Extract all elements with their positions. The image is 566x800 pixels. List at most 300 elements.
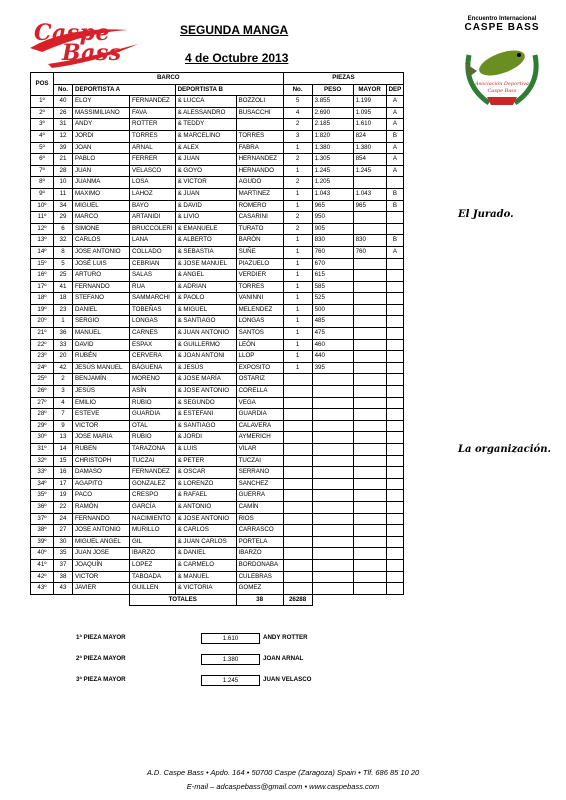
cell-athlete-a-first: PABLO xyxy=(73,154,130,166)
cell-athlete-b-last: SUÑE xyxy=(236,246,283,258)
cell-boat-no: 13 xyxy=(54,432,73,444)
cell-dep xyxy=(386,420,404,432)
cell-piezas-count: 1 xyxy=(283,235,312,247)
cell-boat-no: 38 xyxy=(54,571,73,583)
cell-mayor xyxy=(353,490,386,502)
cell-mayor xyxy=(353,293,386,305)
cell-athlete-a-first: CHRISTOPH xyxy=(73,455,130,467)
cell-peso: 830 xyxy=(312,235,353,247)
cell-dep xyxy=(386,258,404,270)
cell-athlete-a-last: LONGAS xyxy=(130,316,176,328)
table-row xyxy=(31,432,404,444)
cell-piezas-count: 1 xyxy=(283,165,312,177)
cell-athlete-b-first: & JOSE MANUEL xyxy=(175,258,236,270)
cell-dep: A xyxy=(386,96,404,108)
cell-athlete-b-first: & SANTIAGO xyxy=(175,316,236,328)
cell-athlete-b-last: SANCHEZ xyxy=(236,478,283,490)
cell-athlete-a-last: TOBEÑAS xyxy=(130,304,176,316)
cell-boat-no: 4 xyxy=(54,397,73,409)
cell-pos: 26º xyxy=(31,386,54,398)
cell-piezas-count xyxy=(283,583,312,595)
cell-boat-no: 3 xyxy=(54,386,73,398)
table-row xyxy=(31,397,404,409)
table-row xyxy=(31,281,404,293)
cell-mayor: 1.095 xyxy=(353,107,386,119)
cell-athlete-b-last: VERDIER xyxy=(236,270,283,282)
cell-mayor xyxy=(353,420,386,432)
cell-athlete-b-first: & LUIS xyxy=(175,444,236,456)
cell-mayor xyxy=(353,513,386,525)
col-piezas-no: No. xyxy=(283,84,312,96)
cell-mayor xyxy=(353,536,386,548)
cell-pos: 9º xyxy=(31,188,54,200)
cell-boat-no: 10 xyxy=(54,177,73,189)
cell-athlete-a-last: BAYO xyxy=(130,200,176,212)
cell-boat-no: 43 xyxy=(54,583,73,595)
col-dep: DEP xyxy=(386,84,404,96)
cell-pos: 34º xyxy=(31,478,54,490)
col-deportista-a: DEPORTISTA A xyxy=(73,84,176,96)
cell-piezas-count xyxy=(283,525,312,537)
cell-athlete-a-last: LANA xyxy=(130,235,176,247)
cell-pos: 20º xyxy=(31,316,54,328)
cell-dep xyxy=(386,548,404,560)
cell-peso xyxy=(312,536,353,548)
cell-athlete-b-last: TURATO xyxy=(236,223,283,235)
col-mayor: MAYOR xyxy=(353,84,386,96)
cell-athlete-b-first: & CARLOS xyxy=(175,525,236,537)
cell-athlete-b-first: & RAFAEL xyxy=(175,490,236,502)
cell-peso xyxy=(312,386,353,398)
cell-athlete-b-last: LLOP xyxy=(236,351,283,363)
cell-piezas-count: 2 xyxy=(283,177,312,189)
cell-pos: 1º xyxy=(31,96,54,108)
cell-piezas-count xyxy=(283,513,312,525)
cell-athlete-b-first: & ALEX xyxy=(175,142,236,154)
cell-peso: 1.305 xyxy=(312,154,353,166)
cell-mayor xyxy=(353,571,386,583)
cell-athlete-a-last: FERNANDEZ xyxy=(130,96,176,108)
cell-peso xyxy=(312,548,353,560)
cell-boat-no: 1 xyxy=(54,316,73,328)
totals-row xyxy=(31,594,404,606)
cell-mayor xyxy=(353,177,386,189)
cell-piezas-count xyxy=(283,444,312,456)
cell-athlete-a-last: SAMMARCHI xyxy=(130,293,176,305)
cell-peso: 905 xyxy=(312,223,353,235)
cell-athlete-b-first: & DANIEL xyxy=(175,548,236,560)
cell-athlete-a-last: BÁGUENA xyxy=(130,362,176,374)
cell-athlete-b-first: & ANGEL xyxy=(175,270,236,282)
cell-pos: 18º xyxy=(31,293,54,305)
table-row xyxy=(31,559,404,571)
cell-athlete-b-first: & ADRIAN xyxy=(175,281,236,293)
cell-boat-no: 32 xyxy=(54,235,73,247)
cell-athlete-a-first: MARCO xyxy=(73,212,130,224)
cell-pos: 43º xyxy=(31,583,54,595)
cell-athlete-a-last: IBARZO xyxy=(130,548,176,560)
cell-dep xyxy=(386,513,404,525)
cell-mayor: 965 xyxy=(353,200,386,212)
cell-dep xyxy=(386,444,404,456)
cell-mayor xyxy=(353,559,386,571)
cell-dep xyxy=(386,571,404,583)
cell-dep: A xyxy=(386,246,404,258)
cell-pos: 36º xyxy=(31,501,54,513)
cell-mayor xyxy=(353,362,386,374)
cell-athlete-b-last: TUCZAI xyxy=(236,455,283,467)
cell-peso xyxy=(312,559,353,571)
cell-piezas-count xyxy=(283,409,312,421)
cell-pos: 16º xyxy=(31,270,54,282)
cell-athlete-b-last: HERNANDEZ xyxy=(236,154,283,166)
cell-piezas-count xyxy=(283,536,312,548)
cell-athlete-a-last: CEBRIAN xyxy=(130,258,176,270)
cell-athlete-a-last: NACIMIENTO xyxy=(130,513,176,525)
column-header-row xyxy=(31,84,404,96)
cell-mayor: 854 xyxy=(353,154,386,166)
cell-athlete-a-last: SALAS xyxy=(130,270,176,282)
table-row xyxy=(31,258,404,270)
cell-boat-no: 27 xyxy=(54,525,73,537)
cell-athlete-a-last: COLLADO xyxy=(130,246,176,258)
cell-athlete-b-last: RIOS xyxy=(236,513,283,525)
cell-mayor: 824 xyxy=(353,130,386,142)
cell-athlete-a-first: JUAN xyxy=(73,165,130,177)
cell-athlete-a-first: FERNANDO xyxy=(73,281,130,293)
cell-pos: 15º xyxy=(31,258,54,270)
cell-athlete-a-first: MIGUEL ANGEL xyxy=(73,536,130,548)
cell-piezas-count: 3 xyxy=(283,130,312,142)
cell-athlete-a-first: ARTURO xyxy=(73,270,130,282)
cell-pos: 21º xyxy=(31,328,54,340)
event-date: 4 de Octubre 2013 xyxy=(185,51,289,65)
cell-athlete-a-first: AGAPITO xyxy=(73,478,130,490)
cell-boat-no: 8 xyxy=(54,246,73,258)
cell-boat-no: 22 xyxy=(54,501,73,513)
cell-athlete-b-last: PIAZUELO xyxy=(236,258,283,270)
table-row xyxy=(31,165,404,177)
cell-boat-no: 9 xyxy=(54,420,73,432)
cell-dep xyxy=(386,328,404,340)
cell-peso xyxy=(312,409,353,421)
cell-athlete-a-last: LOPEZ xyxy=(130,559,176,571)
cell-mayor xyxy=(353,409,386,421)
table-row xyxy=(31,119,404,131)
cell-athlete-a-first: VICTOR xyxy=(73,420,130,432)
cell-athlete-b-last: BUSACCHI xyxy=(236,107,283,119)
cell-piezas-count: 1 xyxy=(283,339,312,351)
cell-athlete-a-first: JOAN xyxy=(73,142,130,154)
cell-piezas-count xyxy=(283,571,312,583)
cell-piezas-count xyxy=(283,478,312,490)
cell-pos: 8º xyxy=(31,177,54,189)
cell-athlete-b-last: OSTARIZ xyxy=(236,374,283,386)
table-row xyxy=(31,525,404,537)
fish-wreath-icon xyxy=(459,35,545,115)
cell-mayor: 1.610 xyxy=(353,119,386,131)
cell-boat-no: 7 xyxy=(54,409,73,421)
table-row xyxy=(31,223,404,235)
emblem-title: CASPE BASS xyxy=(464,22,540,33)
table-row xyxy=(31,513,404,525)
cell-piezas-count xyxy=(283,397,312,409)
cell-athlete-a-last: CERVERA xyxy=(130,351,176,363)
cell-pos: 42º xyxy=(31,571,54,583)
cell-pos: 22º xyxy=(31,339,54,351)
cell-peso xyxy=(312,513,353,525)
cell-athlete-b-last: CULEBRAS xyxy=(236,571,283,583)
cell-piezas-count: 1 xyxy=(283,293,312,305)
cell-athlete-b-first: & JOAN ANTONI xyxy=(175,351,236,363)
cell-athlete-b-last: HERNANDO xyxy=(236,165,283,177)
cell-athlete-b-last: PORTELA xyxy=(236,536,283,548)
cell-pos: 33º xyxy=(31,467,54,479)
cell-dep xyxy=(386,490,404,502)
cell-peso: 1.820 xyxy=(312,130,353,142)
cell-piezas-count xyxy=(283,374,312,386)
cell-piezas-count: 2 xyxy=(283,154,312,166)
cell-boat-no: 2 xyxy=(54,374,73,386)
cell-boat-no: 16 xyxy=(54,467,73,479)
cell-boat-no: 21 xyxy=(54,154,73,166)
cell-athlete-b-last: AGUDO xyxy=(236,177,283,189)
cell-mayor xyxy=(353,455,386,467)
cell-boat-no: 35 xyxy=(54,548,73,560)
cell-athlete-b-last xyxy=(236,119,283,131)
cell-piezas-count: 1 xyxy=(283,270,312,282)
cell-athlete-a-first: ESTEVE xyxy=(73,409,130,421)
cell-athlete-b-first: & ALBERTO xyxy=(175,235,236,247)
cell-mayor xyxy=(353,304,386,316)
cell-athlete-b-first: & JOSE ANTONIO xyxy=(175,513,236,525)
cell-pos: 28º xyxy=(31,409,54,421)
table-row xyxy=(31,386,404,398)
cell-mayor: 1.199 xyxy=(353,96,386,108)
results-table xyxy=(30,72,404,606)
cell-peso xyxy=(312,478,353,490)
cell-pos: 27º xyxy=(31,397,54,409)
cell-athlete-b-first: & MARCELINO xyxy=(175,130,236,142)
cell-mayor xyxy=(353,432,386,444)
cell-boat-no: 23 xyxy=(54,304,73,316)
cell-dep xyxy=(386,362,404,374)
cell-pos: 10º xyxy=(31,200,54,212)
cell-mayor xyxy=(353,316,386,328)
cell-athlete-a-last: MORENO xyxy=(130,374,176,386)
cell-athlete-b-last: VANINNI xyxy=(236,293,283,305)
cell-athlete-b-last: TORRES xyxy=(236,130,283,142)
cell-dep xyxy=(386,501,404,513)
cell-piezas-count: 2 xyxy=(283,212,312,224)
cell-pos: 40º xyxy=(31,548,54,560)
cell-dep xyxy=(386,177,404,189)
cell-dep xyxy=(386,455,404,467)
cell-piezas-count: 4 xyxy=(283,107,312,119)
cell-piezas-count xyxy=(283,548,312,560)
cell-athlete-a-first: VICTOR xyxy=(73,571,130,583)
cell-pos: 32º xyxy=(31,455,54,467)
cell-athlete-a-first: BENJAMÍN xyxy=(73,374,130,386)
cell-athlete-a-last: BRUCCOLERI xyxy=(130,223,176,235)
cell-athlete-a-last: GUILLEN xyxy=(130,583,176,595)
cell-dep: B xyxy=(386,188,404,200)
cell-piezas-count: 1 xyxy=(283,328,312,340)
cell-mayor xyxy=(353,501,386,513)
cell-peso: 1.043 xyxy=(312,188,353,200)
cell-athlete-a-first: ANDY xyxy=(73,119,130,131)
cell-athlete-b-last: CAMÍN xyxy=(236,501,283,513)
cell-piezas-count: 1 xyxy=(283,258,312,270)
cell-athlete-a-first: JOSE ANTONIO xyxy=(73,525,130,537)
emblem-motto-1: Asociación Deportiva xyxy=(475,81,529,87)
cell-athlete-a-first: JOSE ANTONIO xyxy=(73,246,130,258)
cell-athlete-a-first: SIMONE xyxy=(73,223,130,235)
cell-athlete-b-last: EXPOSITO xyxy=(236,362,283,374)
cell-athlete-a-first: RAMÓN xyxy=(73,501,130,513)
cell-pos: 14º xyxy=(31,246,54,258)
cell-dep xyxy=(386,293,404,305)
table-row xyxy=(31,583,404,595)
table-row xyxy=(31,316,404,328)
caspe-bass-logo xyxy=(28,18,142,68)
summary-label-1: 1ª PIEZA MAYOR xyxy=(76,634,126,641)
cell-boat-no: 33 xyxy=(54,339,73,351)
footer-contact: E-mail – adcaspebass@gmail.com • www.caspebass.com xyxy=(186,782,380,791)
cell-athlete-b-last: CASARINI xyxy=(236,212,283,224)
summary-label-2: 2ª PIEZA MAYOR xyxy=(76,655,126,662)
cell-dep xyxy=(386,397,404,409)
table-row xyxy=(31,444,404,456)
cell-athlete-b-first: & JUAN xyxy=(175,188,236,200)
cell-mayor xyxy=(353,258,386,270)
cell-athlete-a-first: JESÚS xyxy=(73,386,130,398)
cell-boat-no: 30 xyxy=(54,536,73,548)
cell-athlete-b-last: SANTOS xyxy=(236,328,283,340)
cell-mayor xyxy=(353,281,386,293)
totals-label: TOTALES xyxy=(130,594,237,606)
cell-dep xyxy=(386,351,404,363)
cell-mayor xyxy=(353,583,386,595)
cell-boat-no: 24 xyxy=(54,513,73,525)
cell-boat-no: 6 xyxy=(54,223,73,235)
cell-piezas-count: 5 xyxy=(283,96,312,108)
cell-mayor xyxy=(353,548,386,560)
table-row xyxy=(31,362,404,374)
cell-athlete-b-last: LEÓN xyxy=(236,339,283,351)
cell-athlete-a-first: EMILIO xyxy=(73,397,130,409)
group-header-row xyxy=(31,73,404,85)
cell-piezas-count: 1 xyxy=(283,304,312,316)
cell-athlete-a-last: CRESPO xyxy=(130,490,176,502)
cell-athlete-a-first: SERGIO xyxy=(73,316,130,328)
cell-pos: 7º xyxy=(31,165,54,177)
cell-dep: A xyxy=(386,142,404,154)
cell-mayor xyxy=(353,467,386,479)
cell-peso: 525 xyxy=(312,293,353,305)
cell-athlete-b-last: GUARDIA xyxy=(236,409,283,421)
cell-boat-no: 11 xyxy=(54,188,73,200)
cell-peso: 1.380 xyxy=(312,142,353,154)
logo-word-2: Bass xyxy=(62,40,122,66)
cell-athlete-b-last: CARRASCO xyxy=(236,525,283,537)
cell-athlete-b-last: BARÓN xyxy=(236,235,283,247)
col-deportista-b: DEPORTISTA B xyxy=(175,84,283,96)
cell-peso: 485 xyxy=(312,316,353,328)
cell-pos: 19º xyxy=(31,304,54,316)
cell-piezas-count xyxy=(283,455,312,467)
cell-piezas-count: 1 xyxy=(283,362,312,374)
table-row xyxy=(31,351,404,363)
table-row xyxy=(31,293,404,305)
cell-peso: 965 xyxy=(312,200,353,212)
cell-boat-no: 34 xyxy=(54,200,73,212)
cell-athlete-b-first: & CARMELO xyxy=(175,559,236,571)
cell-dep: A xyxy=(386,165,404,177)
cell-dep xyxy=(386,223,404,235)
cell-athlete-b-first: & OSCAR xyxy=(175,467,236,479)
cell-athlete-b-first: & JOSE ANTONIO xyxy=(175,386,236,398)
cell-athlete-a-last: GARCÍA xyxy=(130,501,176,513)
cell-athlete-b-first: & JUAN ANTONIO xyxy=(175,328,236,340)
cell-peso xyxy=(312,397,353,409)
cell-dep xyxy=(386,386,404,398)
organizacion-note: La organización. xyxy=(458,444,551,455)
cell-athlete-b-last: BOZZOLI xyxy=(236,96,283,108)
table-row xyxy=(31,548,404,560)
table-row xyxy=(31,246,404,258)
cell-athlete-a-last: ARNAL xyxy=(130,142,176,154)
table-row xyxy=(31,328,404,340)
cell-athlete-a-first: JOSÉ LUIS xyxy=(73,258,130,270)
cell-athlete-b-last: BORDONABA xyxy=(236,559,283,571)
cell-athlete-a-first: JOSE MARIA xyxy=(73,432,130,444)
cell-athlete-a-last: LOSA xyxy=(130,177,176,189)
cell-athlete-b-last: LONGAS xyxy=(236,316,283,328)
cell-mayor xyxy=(353,339,386,351)
cell-boat-no: 31 xyxy=(54,119,73,131)
table-row xyxy=(31,455,404,467)
cell-mayor: 1.380 xyxy=(353,142,386,154)
cell-athlete-b-last: TORRES xyxy=(236,281,283,293)
cell-boat-no: 29 xyxy=(54,212,73,224)
cell-boat-no: 41 xyxy=(54,281,73,293)
cell-athlete-b-last: SERRANO xyxy=(236,467,283,479)
event-emblem xyxy=(452,16,552,115)
cell-athlete-b-last: VEGA xyxy=(236,397,283,409)
cell-boat-no: 42 xyxy=(54,362,73,374)
cell-athlete-b-last: IBARZO xyxy=(236,548,283,560)
cell-peso: 1.205 xyxy=(312,177,353,189)
cell-mayor: 1.043 xyxy=(353,188,386,200)
table-row xyxy=(31,200,404,212)
cell-athlete-b-first: & JESÚS xyxy=(175,362,236,374)
cell-athlete-a-first: MIGUEL xyxy=(73,200,130,212)
cell-athlete-a-first: DANIEL xyxy=(73,304,130,316)
cell-peso xyxy=(312,374,353,386)
cell-mayor xyxy=(353,525,386,537)
cell-peso xyxy=(312,501,353,513)
cell-boat-no: 12 xyxy=(54,130,73,142)
emblem-motto-2: Caspe Bass xyxy=(487,88,517,94)
table-row xyxy=(31,420,404,432)
cell-athlete-a-first: JUAN JOSE xyxy=(73,548,130,560)
table-row xyxy=(31,501,404,513)
cell-athlete-b-first: & ANTONIO xyxy=(175,501,236,513)
cell-mayor xyxy=(353,386,386,398)
cell-boat-no: 39 xyxy=(54,142,73,154)
cell-dep xyxy=(386,212,404,224)
